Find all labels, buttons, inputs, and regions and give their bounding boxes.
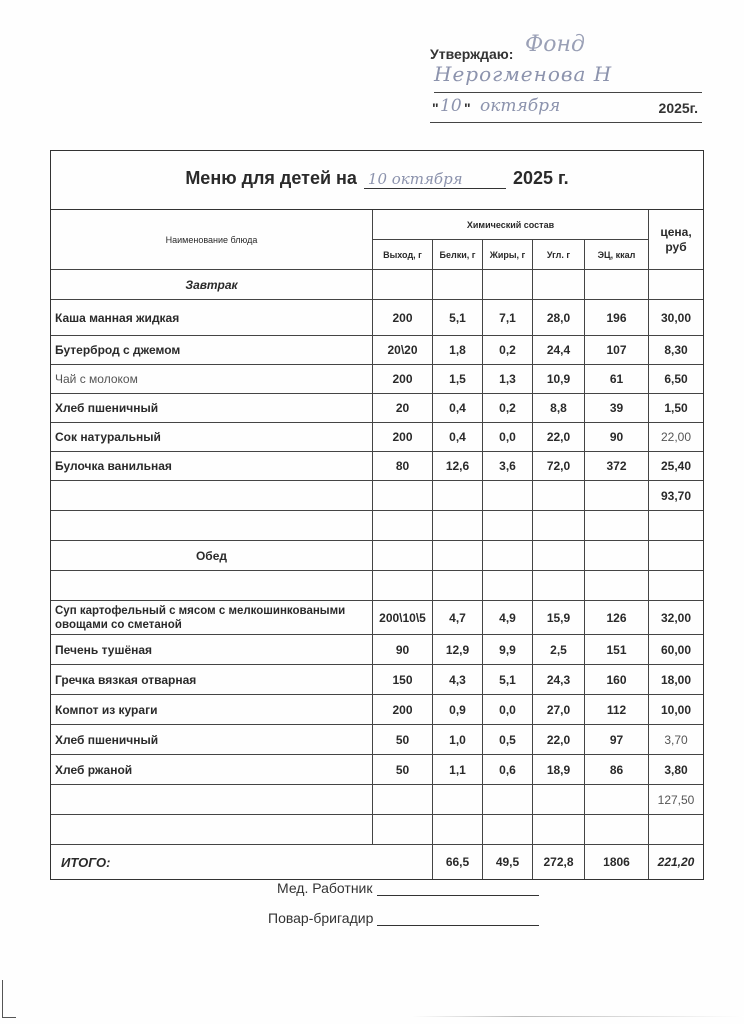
cell-protein: [433, 541, 483, 571]
cell-price: 8,30: [649, 336, 703, 365]
cell-kcal: 39: [585, 394, 649, 423]
cell-kcal: [585, 511, 649, 541]
cell-kcal: 112: [585, 695, 649, 725]
cell-yield: 20: [373, 394, 433, 423]
cell-yield: 50: [373, 725, 433, 755]
cell-price: 25,40: [649, 452, 703, 481]
cell-kcal: 372: [585, 452, 649, 481]
total-carbs: 272,8: [533, 845, 585, 879]
cell-carbs: [533, 541, 585, 571]
cell-fat: 5,1: [483, 665, 533, 695]
total-kcal: 1806: [585, 845, 649, 879]
cell-protein: 1,5: [433, 365, 483, 394]
cell-carbs: 24,4: [533, 336, 585, 365]
dish-name: Бутерброд с джемом: [51, 336, 373, 365]
approval-month: октября: [480, 96, 561, 116]
cell-carbs: 22,0: [533, 423, 585, 452]
dish-name: Хлеб пшеничный: [51, 725, 373, 755]
cell-protein: 0,4: [433, 423, 483, 452]
cell-price: 93,70: [649, 481, 703, 511]
cell-price: 22,00: [649, 423, 703, 452]
cell-fat: 0,6: [483, 755, 533, 785]
header-yield: Выход, г: [373, 240, 433, 270]
cell-yield: [373, 785, 433, 815]
cell-price: [649, 541, 703, 571]
cell-protein: [433, 815, 483, 845]
cell-fat: 0,5: [483, 725, 533, 755]
cell-carbs: [533, 511, 585, 541]
cell-protein: 1,8: [433, 336, 483, 365]
cell-price: 1,50: [649, 394, 703, 423]
cell-kcal: [585, 571, 649, 601]
cell-kcal: 126: [585, 601, 649, 635]
dish-name: Хлеб пшеничный: [51, 394, 373, 423]
header-price: цена, руб: [649, 210, 703, 270]
cell-carbs: 8,8: [533, 394, 585, 423]
cell-price: 30,00: [649, 300, 703, 336]
cell-protein: [433, 481, 483, 511]
cell-carbs: [533, 785, 585, 815]
dish-name: Каша манная жидкая: [51, 300, 373, 336]
dish-name: [51, 571, 373, 601]
cell-price: [649, 511, 703, 541]
cell-kcal: 151: [585, 635, 649, 665]
cell-yield: 80: [373, 452, 433, 481]
title-date-blank: [364, 170, 506, 189]
cell-price: [649, 270, 703, 300]
menu-table: [50, 150, 704, 880]
cell-yield: [373, 511, 433, 541]
cell-protein: 1,1: [433, 755, 483, 785]
cell-kcal: 107: [585, 336, 649, 365]
cell-fat: 0,2: [483, 394, 533, 423]
dish-name: [51, 785, 373, 815]
page-title: [51, 168, 703, 189]
cell-fat: [483, 815, 533, 845]
cell-yield: 20\20: [373, 336, 433, 365]
cell-fat: 3,6: [483, 452, 533, 481]
chef-label: Повар-бригадир: [268, 910, 374, 926]
cell-fat: 4,9: [483, 601, 533, 635]
cell-price: 32,00: [649, 601, 703, 635]
dish-name: [51, 511, 373, 541]
title-date: 10 октября: [367, 170, 463, 188]
cell-fat: 0,0: [483, 423, 533, 452]
approver-name: Нерогменова Н: [434, 62, 613, 86]
scan-edge: [2, 1017, 16, 1018]
cell-yield: 200: [373, 365, 433, 394]
cell-yield: 200: [373, 423, 433, 452]
cell-kcal: 61: [585, 365, 649, 394]
cell-protein: 0,4: [433, 394, 483, 423]
cell-kcal: [585, 785, 649, 815]
cell-kcal: 196: [585, 300, 649, 336]
cell-price: [649, 815, 703, 845]
header-kcal: ЭЦ, ккал: [585, 240, 649, 270]
section-title: Завтрак: [51, 270, 373, 300]
cell-fat: 9,9: [483, 635, 533, 665]
med-worker-label: Мед. Работник: [277, 880, 373, 896]
cell-protein: 4,3: [433, 665, 483, 695]
cell-price: [649, 571, 703, 601]
header-protein: Белки, г: [433, 240, 483, 270]
approver-name-field: [434, 62, 702, 93]
cell-price: 6,50: [649, 365, 703, 394]
cell-carbs: 27,0: [533, 695, 585, 725]
total-label: ИТОГО:: [51, 845, 433, 879]
approval-label: Утверждаю:: [430, 46, 514, 62]
cell-fat: 0,2: [483, 336, 533, 365]
cell-kcal: [585, 541, 649, 571]
cell-carbs: 24,3: [533, 665, 585, 695]
cell-carbs: [533, 571, 585, 601]
dish-name: Булочка ванильная: [51, 452, 373, 481]
scan-edge: [2, 980, 3, 1018]
cell-kcal: 97: [585, 725, 649, 755]
cell-carbs: 10,9: [533, 365, 585, 394]
cell-kcal: 86: [585, 755, 649, 785]
cell-fat: 7,1: [483, 300, 533, 336]
scan-edge: [410, 1016, 744, 1017]
cell-carbs: [533, 481, 585, 511]
cell-protein: [433, 785, 483, 815]
cell-yield: [373, 270, 433, 300]
cell-carbs: 15,9: [533, 601, 585, 635]
cell-fat: [483, 785, 533, 815]
cell-yield: [373, 481, 433, 511]
total-fat: 49,5: [483, 845, 533, 879]
cell-carbs: [533, 815, 585, 845]
cell-fat: [483, 541, 533, 571]
cell-fat: [483, 511, 533, 541]
cell-yield: 200\10\5: [373, 601, 433, 635]
title-prefix: Меню для детей на: [185, 168, 357, 188]
cell-price: 3,70: [649, 725, 703, 755]
cell-fat: [483, 571, 533, 601]
cell-fat: [483, 270, 533, 300]
cell-protein: 12,9: [433, 635, 483, 665]
header-name: Наименование блюда: [51, 210, 373, 270]
header-chem: Химический состав: [373, 210, 649, 240]
cell-carbs: 28,0: [533, 300, 585, 336]
cell-protein: 4,7: [433, 601, 483, 635]
cell-kcal: [585, 815, 649, 845]
header-fat: Жиры, г: [483, 240, 533, 270]
menu-grid: [51, 210, 703, 879]
cell-fat: 0,0: [483, 695, 533, 725]
dish-name: Печень тушёная: [51, 635, 373, 665]
cell-kcal: 160: [585, 665, 649, 695]
cell-yield: 90: [373, 635, 433, 665]
title-suffix: 2025 г.: [512, 168, 569, 188]
cell-fat: [483, 481, 533, 511]
dish-name: [51, 481, 373, 511]
total-price: 221,20: [657, 855, 695, 869]
quote-open: ": [432, 100, 439, 116]
cell-protein: 12,6: [433, 452, 483, 481]
approval-date-field: [430, 96, 702, 123]
chef-line: [377, 911, 539, 926]
cell-protein: 1,0: [433, 725, 483, 755]
dish-name: Хлеб ржаной: [51, 755, 373, 785]
cell-price: 3,80: [649, 755, 703, 785]
med-worker-line: [377, 881, 539, 896]
header-carbs: Угл. г: [533, 240, 585, 270]
approval-block: [430, 32, 702, 124]
approval-day: 10: [440, 96, 462, 116]
menu-title-row: [51, 151, 703, 210]
cell-kcal: [585, 270, 649, 300]
cell-yield: 200: [373, 695, 433, 725]
cell-yield: [373, 541, 433, 571]
cell-carbs: 2,5: [533, 635, 585, 665]
cell-yield: [373, 815, 433, 845]
cell-price: 127,50: [649, 785, 703, 815]
cell-yield: [373, 571, 433, 601]
cell-protein: 5,1: [433, 300, 483, 336]
dish-name: Суп картофельный с мясом с мелкошинковаными овощами со сметаной: [51, 601, 373, 635]
cell-fat: 1,3: [483, 365, 533, 394]
dish-name: [51, 815, 373, 845]
cell-protein: [433, 511, 483, 541]
cell-carbs: 72,0: [533, 452, 585, 481]
cell-kcal: 90: [585, 423, 649, 452]
dish-name: Компот из кураги: [51, 695, 373, 725]
approval-year: 2025г.: [658, 100, 698, 116]
cell-yield: 50: [373, 755, 433, 785]
section-title: Обед: [51, 541, 373, 571]
cell-protein: 0,9: [433, 695, 483, 725]
total-protein: 66,5: [433, 845, 483, 879]
cell-price: 18,00: [649, 665, 703, 695]
cell-kcal: [585, 481, 649, 511]
dish-name: Гречка вязкая отварная: [51, 665, 373, 695]
cell-carbs: [533, 270, 585, 300]
cell-price: 60,00: [649, 635, 703, 665]
cell-carbs: 22,0: [533, 725, 585, 755]
cell-price: 10,00: [649, 695, 703, 725]
approval-signature: Фонд: [525, 32, 585, 57]
dish-name: Чай с молоком: [51, 365, 373, 394]
quote-close: ": [464, 100, 471, 116]
cell-protein: [433, 270, 483, 300]
dish-name: Сок натуральный: [51, 423, 373, 452]
cell-carbs: 18,9: [533, 755, 585, 785]
cell-yield: 150: [373, 665, 433, 695]
cell-yield: 200: [373, 300, 433, 336]
cell-protein: [433, 571, 483, 601]
